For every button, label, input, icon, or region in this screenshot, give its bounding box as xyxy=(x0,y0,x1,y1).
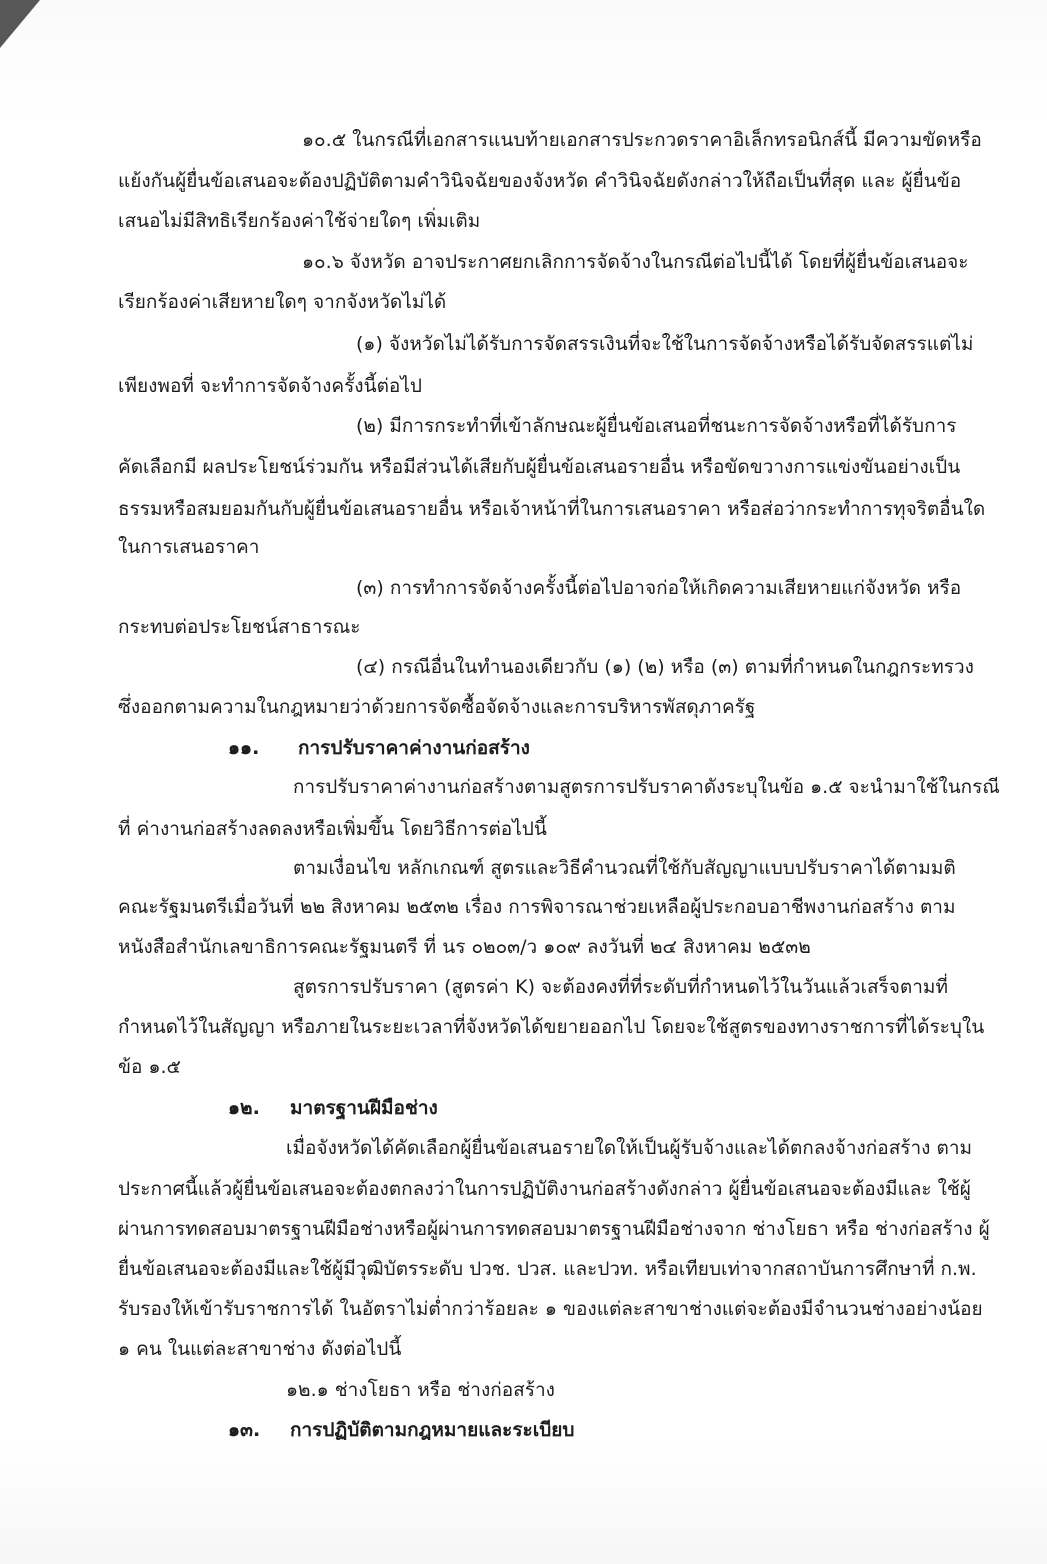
section-11-heading xyxy=(228,733,530,763)
item-4-line-2: ซึ่งออกตามความในกฎหมายว่าด้วยการจัดซื้อจัดจ้างและการบริหารพัสดุภาครัฐ xyxy=(118,696,756,718)
clause-10-5-line-1: ๑๐.๕ ในกรณีที่เอกสารแนบท้ายเอกสารประกวดราคาอิเล็กทรอนิกส์นี้ มีความขัดหรือ xyxy=(302,129,982,151)
section-12-heading xyxy=(228,1093,438,1123)
section-13-heading xyxy=(228,1415,575,1445)
section-11-para-2-line-2: คณะรัฐมนตรีเมื่อวันที่ ๒๒ สิงหาคม ๒๕๓๒ เรื่อง การพิจารณาช่วยเหลือผู้ประกอบอาชีพงานก่อสร้าง ตาม xyxy=(118,896,956,918)
clause-10-6-line-1: ๑๐.๖ จังหวัด อาจประกาศยกเลิกการจัดจ้างในกรณีต่อไปนี้ได้ โดยที่ผู้ยื่นข้อเสนอจะ xyxy=(302,251,969,273)
section-11-number: ๑๑. xyxy=(228,737,260,759)
section-11-para-3-line-2: กำหนดไว้ในสัญญา หรือภายในระยะเวลาที่จังหวัดได้ขยายออกไป โดยจะใช้สูตรของทางราชการที่ได้ระบุใน xyxy=(118,1016,985,1038)
item-4-line-1: (๔) กรณีอื่นในทำนองเดียวกับ (๑) (๒) หรือ (๓) ตามที่กำหนดในกฎกระทรวง xyxy=(356,656,974,678)
section-12-title: มาตรฐานฝีมือช่าง xyxy=(290,1097,438,1119)
section-11-para-2-line-1: ตามเงื่อนไข หลักเกณฑ์ สูตรและวิธีคำนวณที่ใช้กับสัญญาแบบปรับราคาได้ตามมติ xyxy=(293,857,956,879)
item-2-line-1: (๒) มีการกระทำที่เข้าลักษณะผู้ยื่นข้อเสนอที่ชนะการจัดจ้างหรือที่ได้รับการ xyxy=(356,415,957,437)
section-12-line-4: ยื่นข้อเสนอจะต้องมีและใช้ผู้มีวุฒิบัตรระดับ ปวช. ปวส. และปวท. หรือเทียบเท่าจากสถาบันการศึกษาที่ ก.พ. xyxy=(118,1258,977,1280)
clause-10-5-line-2: แย้งกันผู้ยื่นข้อเสนอจะต้องปฏิบัติตามคำวินิจฉัยของจังหวัด คำวินิจฉัยดังกล่าวให้ถือเป็นที่สุด และ ผู้ยื่นข้อ xyxy=(118,170,962,192)
section-11-para-3-line-1: สูตรการปรับราคา (สูตรค่า K) จะต้องคงที่ที่ระดับที่กำหนดไว้ในวันแล้วเสร็จตามที่ xyxy=(293,976,948,998)
section-12-line-3: ผ่านการทดสอบมาตรฐานฝีมือช่างหรือผู้ผ่านการทดสอบมาตรฐานฝีมือช่างจาก ช่างโยธา หรือ ช่างก่อสร้าง ผู้ xyxy=(118,1218,990,1240)
section-13-title: การปฏิบัติตามกฎหมายและระเบียบ xyxy=(290,1419,575,1441)
page-corner-shadow xyxy=(0,0,40,48)
section-11-para-2-line-3: หนังสือสำนักเลขาธิการคณะรัฐมนตรี ที่ นร ๐๒๐๓/ว ๑๐๙ ลงวันที่ ๒๔ สิงหาคม ๒๕๓๒ xyxy=(118,936,811,958)
clause-10-6-line-2: เรียกร้องค่าเสียหายใดๆ จากจังหวัดไม่ได้ xyxy=(118,291,447,313)
item-3-line-1: (๓) การทำการจัดจ้างครั้งนี้ต่อไปอาจก่อให้เกิดความเสียหายแก่จังหวัด หรือ xyxy=(356,577,962,599)
section-12-line-5: รับรองให้เข้ารับราชการได้ ในอัตราไม่ต่ำกว่าร้อยละ ๑ ของแต่ละสาขาช่างแต่จะต้องมีจำนวนช่างอย่างน้อย xyxy=(118,1298,983,1320)
item-3-line-2: กระทบต่อประโยชน์สาธารณะ xyxy=(118,616,361,638)
clause-10-5-line-3: เสนอไม่มีสิทธิเรียกร้องค่าใช้จ่ายใดๆ เพิ่มเติม xyxy=(118,210,481,232)
item-1-line-2: เพียงพอที่ จะทำการจัดจ้างครั้งนี้ต่อไป xyxy=(118,375,422,397)
section-11-para-1-line-2: ที่ ค่างานก่อสร้างลดลงหรือเพิ่มขึ้น โดยวิธีการต่อไปนี้ xyxy=(118,818,547,840)
item-2-line-3: ธรรมหรือสมยอมกันกับผู้ยื่นข้อเสนอรายอื่น หรือเจ้าหน้าที่ในการเสนอราคา หรือส่อว่ากระทำการทุจริตอื่นใด xyxy=(118,498,986,520)
section-11-para-1-line-1: การปรับราคาค่างานก่อสร้างตามสูตรการปรับราคาดังระบุในข้อ ๑.๕ จะนำมาใช้ในกรณี xyxy=(293,776,1000,798)
section-12-line-6: ๑ คน ในแต่ละสาขาช่าง ดังต่อไปนี้ xyxy=(118,1338,402,1360)
item-1-line-1: (๑) จังหวัดไม่ได้รับการจัดสรรเงินที่จะใช้ในการจัดจ้างหรือได้รับจัดสรรแต่ไม่ xyxy=(356,333,974,355)
section-12-line-2: ประกาศนี้แล้วผู้ยื่นข้อเสนอจะต้องตกลงว่าในการปฏิบัติงานก่อสร้างดังกล่าว ผู้ยื่นข้อเสนอจะต้องมีและ ใช้ผู้ xyxy=(118,1178,971,1200)
section-13-number: ๑๓. xyxy=(228,1419,261,1441)
section-12-number: ๑๒. xyxy=(228,1097,260,1119)
item-2-line-2: คัดเลือกมี ผลประโยชน์ร่วมกัน หรือมีส่วนได้เสียกับผู้ยื่นข้อเสนอรายอื่น หรือขัดขวางการแข่งขันอย่างเป็น xyxy=(118,456,961,478)
section-12-line-1: เมื่อจังหวัดได้คัดเลือกผู้ยื่นข้อเสนอรายใดให้เป็นผู้รับจ้างและได้ตกลงจ้างก่อสร้าง ตาม xyxy=(286,1137,973,1159)
item-2-line-4: ในการเสนอราคา xyxy=(118,536,260,558)
section-11-title: การปรับราคาค่างานก่อสร้าง xyxy=(298,737,530,759)
section-11-para-3-line-3: ข้อ ๑.๕ xyxy=(118,1056,181,1078)
section-12-sub-1: ๑๒.๑ ช่างโยธา หรือ ช่างก่อสร้าง xyxy=(286,1379,555,1401)
